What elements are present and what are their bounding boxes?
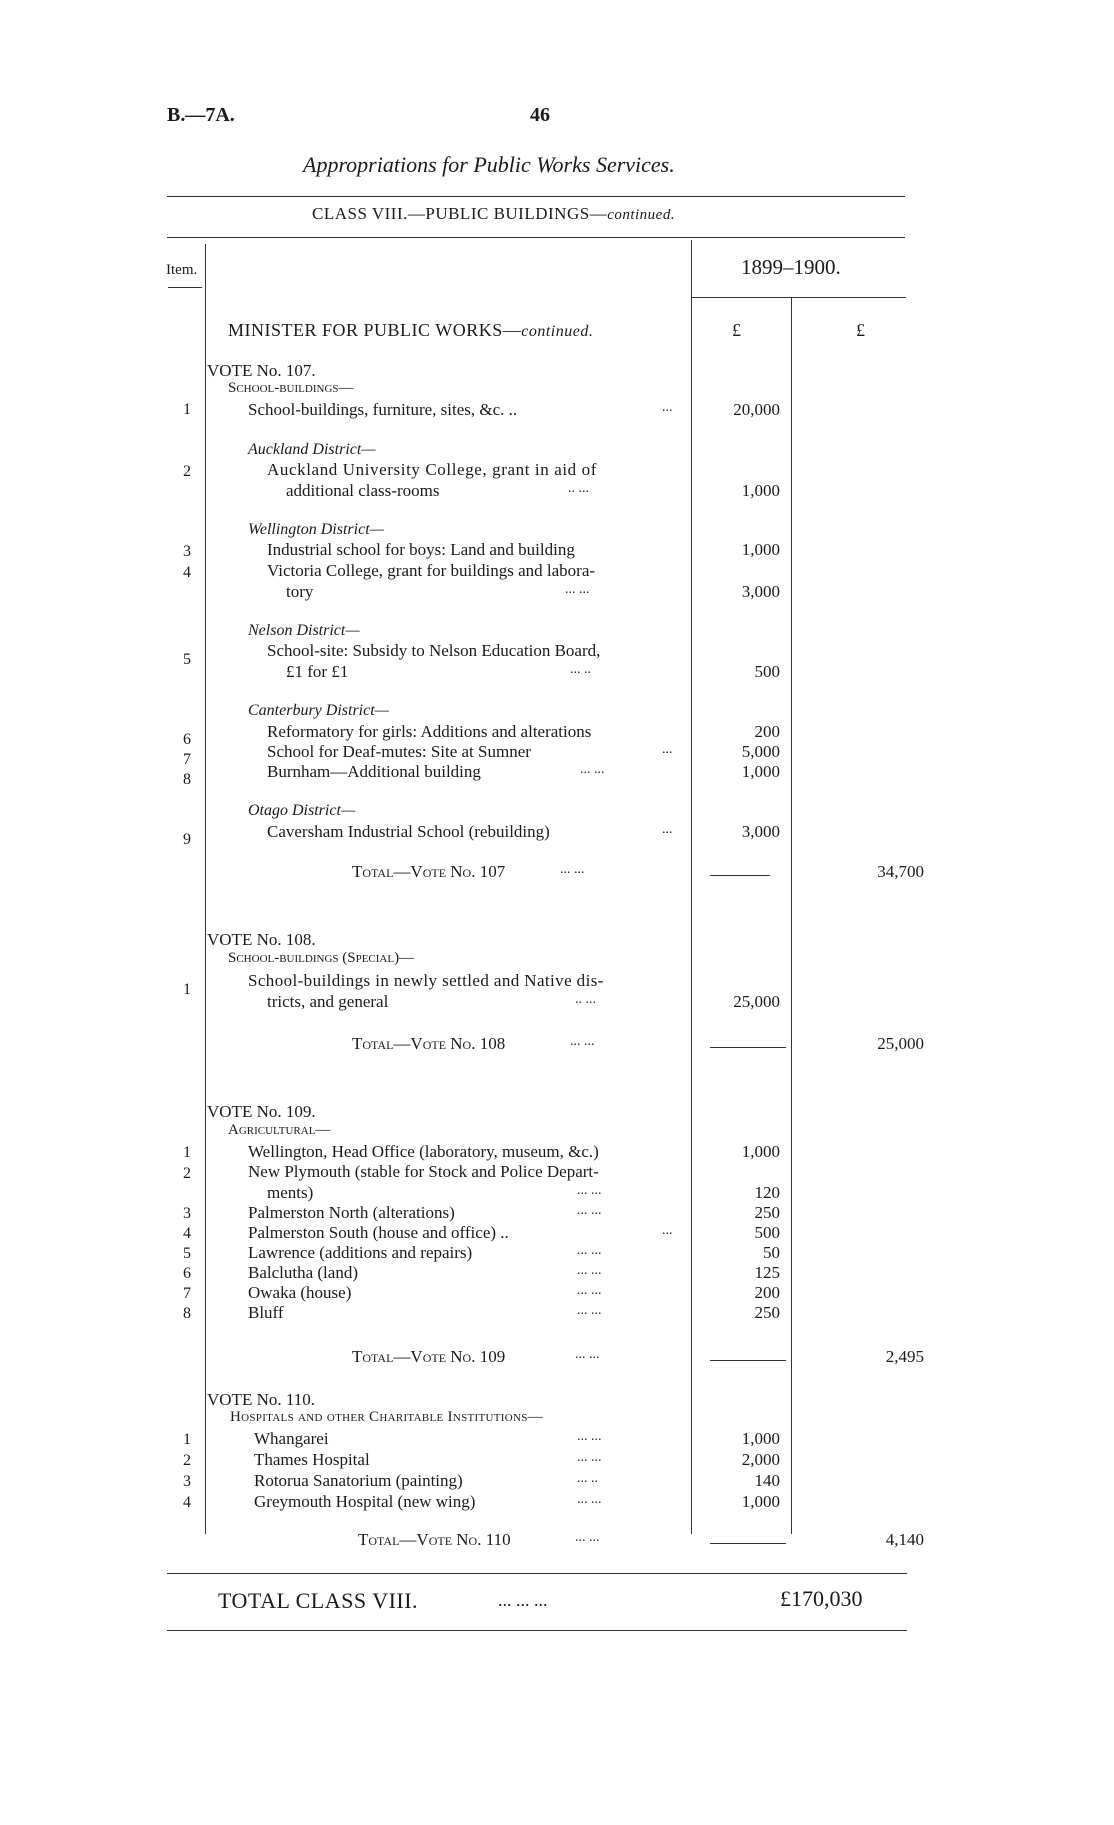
item-number: 4: [183, 1225, 191, 1242]
amount: 5,000: [741, 742, 780, 761]
item-number: 1: [183, 1431, 191, 1448]
vote-108-title: VOTE No. 108.: [207, 930, 316, 949]
item-number: 4: [183, 1494, 191, 1511]
line-item-text: Palmerston North (alterations): [248, 1203, 455, 1222]
pound-symbol-amount: £: [732, 320, 741, 340]
subtotal-rule: [710, 875, 770, 876]
amount: 250: [754, 1203, 780, 1222]
line-item-text: Lawrence (additions and repairs): [248, 1243, 473, 1262]
leader-dots: ... ...: [560, 862, 585, 877]
item-number: 2: [183, 1452, 191, 1469]
line-item-text: Reformatory for girls: Additions and alterations: [267, 722, 592, 741]
leader-dots: ... ...: [577, 1183, 602, 1198]
item-column-label: Item.: [166, 262, 198, 278]
amount: 500: [754, 1223, 780, 1242]
item-column-rule: [205, 244, 206, 1534]
item-number: 4: [183, 564, 191, 581]
leader-dots: ... ...: [575, 1347, 600, 1362]
line-item-text: Wellington, Head Office (laboratory, museum, &c.): [248, 1142, 599, 1161]
amount: 125: [754, 1263, 780, 1282]
item-number: 7: [183, 751, 191, 768]
leader-dots: ... ...: [577, 1450, 602, 1465]
leader-dots: ... ...: [575, 1530, 600, 1545]
line-item-text: Bluff: [248, 1303, 284, 1322]
line-item-text: Palmerston South (house and office) ..: [248, 1223, 509, 1242]
district-label: Wellington District—: [248, 521, 384, 538]
leader-dots: ... ..: [577, 1471, 598, 1486]
item-number: 1: [183, 981, 191, 998]
page-title: Appropriations for Public Works Services.: [303, 152, 675, 177]
vote-107-title: VOTE No. 107.: [207, 361, 316, 380]
leader-dots: ... ...: [577, 1263, 602, 1278]
item-number: 5: [183, 651, 191, 668]
line-item-text: School-buildings, furniture, sites, &c. ..: [248, 400, 518, 419]
item-number: 2: [183, 463, 191, 480]
amount: 1,000: [741, 1429, 780, 1448]
amount: 1,000: [741, 481, 780, 500]
class-heading-main: CLASS VIII.—PUBLIC BUILDINGS—: [312, 204, 608, 223]
minister-heading-cont: continued.: [521, 323, 594, 340]
line-item-text: Caversham Industrial School (rebuilding): [267, 822, 550, 841]
vote-107-total: 34,700: [877, 862, 924, 881]
district-label: Auckland District—: [248, 441, 376, 458]
page-ref: B.—7A.: [167, 104, 235, 126]
line-item-text-cont: tricts, and general: [267, 992, 389, 1011]
district-label: Canterbury District—: [248, 702, 389, 719]
vote-109-heading: Agricultural—: [228, 1122, 331, 1138]
line-item-text: School for Deaf-mutes: Site at Sumner: [267, 742, 531, 761]
leader-dots: ... ...: [580, 762, 605, 777]
leader-dots: ... ...: [565, 582, 590, 597]
rule-under-year: [692, 297, 906, 298]
item-label-underline: [168, 287, 202, 288]
item-number: 6: [183, 731, 191, 748]
line-item-text: Industrial school for boys: Land and building: [267, 540, 575, 559]
line-item-text-cont: ments): [267, 1183, 314, 1202]
amount: 1,000: [741, 1492, 780, 1511]
leader-dots: ... ...: [577, 1492, 602, 1507]
subtotal-rule: [710, 1360, 786, 1361]
vote-107-heading: School-buildings—: [228, 380, 354, 396]
line-item-text: Balclutha (land): [248, 1263, 358, 1282]
line-item-text: Whangarei: [254, 1429, 329, 1448]
vote-109-total: 2,495: [885, 1347, 924, 1366]
rule-below-grand-total: [167, 1630, 907, 1631]
amount: 500: [754, 662, 780, 681]
item-number: 1: [183, 401, 191, 418]
minister-heading: [228, 320, 593, 341]
line-item-text: School-site: Subsidy to Nelson Education Board,: [267, 641, 601, 660]
rule-above-grand-total: [167, 1573, 907, 1574]
class-heading: [312, 204, 675, 224]
item-number: 8: [183, 771, 191, 788]
line-item-text: Thames Hospital: [254, 1450, 370, 1469]
amount: 3,000: [741, 822, 780, 841]
total-column-rule: [791, 298, 792, 1534]
vote-107-total-label: Total—Vote No. 107: [352, 862, 506, 881]
item-number: 1: [183, 1144, 191, 1161]
grand-total-label: TOTAL CLASS VIII.: [218, 1588, 419, 1613]
amount: 50: [763, 1243, 780, 1262]
item-number: 7: [183, 1285, 191, 1302]
item-number: 8: [183, 1305, 191, 1322]
line-item-text: Greymouth Hospital (new wing): [254, 1492, 476, 1511]
district-label: Otago District—: [248, 802, 356, 819]
line-item-text: Owaka (house): [248, 1283, 352, 1302]
leader-dots: ... ...: [577, 1429, 602, 1444]
class-heading-cont: continued.: [607, 207, 676, 223]
amount: 25,000: [733, 992, 780, 1011]
amount: 120: [754, 1183, 780, 1202]
leader-dots: ...: [662, 1223, 673, 1238]
vote-110-total-label: Total—Vote No. 110: [358, 1530, 511, 1549]
page-number: 46: [530, 104, 550, 126]
item-number: 3: [183, 543, 191, 560]
line-item-text-cont: tory: [286, 582, 314, 601]
subtotal-rule: [710, 1543, 786, 1544]
item-number: 5: [183, 1245, 191, 1262]
line-item-text: School-buildings in newly settled and Native dis-: [248, 971, 604, 990]
leader-dots: ... ...: [570, 1034, 595, 1049]
line-item-text: Rotorua Sanatorium (painting): [254, 1471, 463, 1490]
amount: 250: [754, 1303, 780, 1322]
amount: 200: [754, 722, 780, 741]
leader-dots: ...: [662, 742, 673, 757]
vote-108-total-label: Total—Vote No. 108: [352, 1034, 506, 1053]
leader-dots: .. ...: [568, 481, 589, 496]
district-label: Nelson District—: [248, 622, 360, 639]
rule-under-class: [167, 237, 905, 238]
leader-dots: ... ..: [570, 662, 591, 677]
vote-109-title: VOTE No. 109.: [207, 1102, 316, 1121]
item-number: 6: [183, 1265, 191, 1282]
leader-dots: ... ...: [577, 1243, 602, 1258]
minister-heading-main: MINISTER FOR PUBLIC WORKS—: [228, 320, 522, 340]
amount: 1,000: [741, 762, 780, 781]
amount: 1,000: [741, 540, 780, 559]
item-number: 9: [183, 831, 191, 848]
amount-column-rule: [691, 240, 692, 1534]
item-number: 2: [183, 1165, 191, 1182]
leader-dots: ...: [662, 822, 673, 837]
rule-top: [167, 196, 905, 197]
subtotal-rule: [710, 1047, 786, 1048]
line-item-text-cont: additional class-rooms: [286, 481, 440, 500]
grand-total-value: £170,030: [780, 1586, 863, 1611]
vote-110-total: 4,140: [885, 1530, 924, 1549]
leader-dots: .. ...: [575, 992, 596, 1007]
vote-108-total: 25,000: [877, 1034, 924, 1053]
vote-110-heading: Hospitals and other Charitable Institutions—: [230, 1409, 543, 1425]
amount: 140: [754, 1471, 780, 1490]
line-item-text: Burnham—Additional building: [267, 762, 481, 781]
line-item-text: Victoria College, grant for buildings and labora-: [267, 561, 596, 580]
amount: 3,000: [741, 582, 780, 601]
vote-109-total-label: Total—Vote No. 109: [352, 1347, 506, 1366]
leader-dots: ...: [662, 400, 673, 415]
leader-dots: ... ... ...: [498, 1590, 548, 1610]
line-item-text: New Plymouth (stable for Stock and Police Depart-: [248, 1162, 599, 1181]
amount: 2,000: [741, 1450, 780, 1469]
vote-110-title: VOTE No. 110.: [207, 1390, 315, 1409]
leader-dots: ... ...: [577, 1203, 602, 1218]
vote-108-heading: School-buildings (Special)—: [228, 950, 415, 966]
leader-dots: ... ...: [577, 1303, 602, 1318]
line-item-text: Auckland University College, grant in aid of: [267, 460, 597, 479]
amount: 20,000: [733, 400, 780, 419]
leader-dots: ... ...: [577, 1283, 602, 1298]
line-item-text-cont: £1 for £1: [286, 662, 349, 681]
year-heading: 1899–1900.: [741, 255, 841, 279]
item-number: 3: [183, 1205, 191, 1222]
pound-symbol-total: £: [856, 320, 865, 340]
amount: 200: [754, 1283, 780, 1302]
item-number: 3: [183, 1473, 191, 1490]
amount: 1,000: [741, 1142, 780, 1161]
